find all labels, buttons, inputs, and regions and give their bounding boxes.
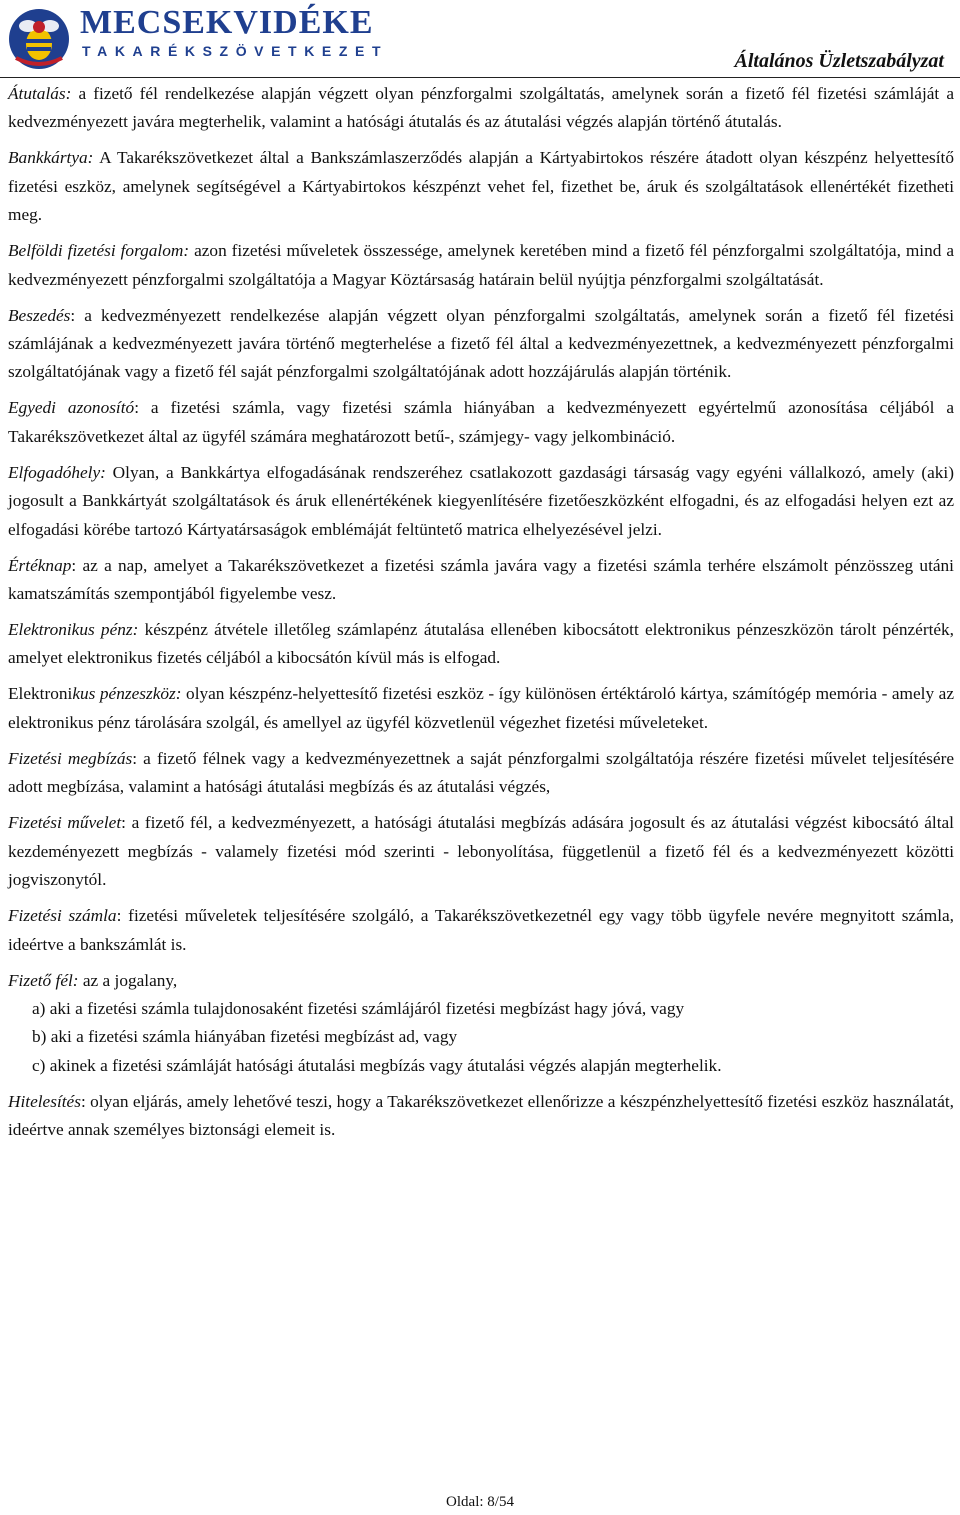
definition-paragraph	[8, 809, 954, 894]
definition-term: Átutalás:	[8, 84, 72, 103]
definition-text: olyan készpénz-helyettesítő fizetési eszköz - így különösen értéktároló kártya, számítógép memória - amely az elektronikus pénz tárolására szolgál, és amellyel az ügyfél közvetlenül végezhet fizetési műveleteket.	[8, 684, 954, 732]
definition-term: kus pénzeszköz:	[72, 684, 182, 704]
definition-term: Belföldi fizetési forgalom:	[8, 241, 190, 261]
definition-text: azon fizetési műveletek összessége, amelynek keretében mind a fizető fél pénzforgalmi szolgáltatója, mind a kedvezményezett pénzforgalmi szolgáltatója a Magyar Köztársaság határain belül nyújtja pénzforgalmi szolgáltatását.	[8, 241, 954, 289]
page-header	[0, 0, 960, 80]
definition-paragraph	[8, 680, 954, 737]
definition-text: : a kedvezményezett rendelkezése alapján végzett olyan pénzforgalmi szolgáltatás, amelynek során a fizető fél fizetési számlájának a kedvezményezett javára történő megterhelése a fizető fél által a kedvezményezettnek, a kedvezményezett pénzforgalmi szolgáltatójának vagy a fizető fél saját pénzforgalmi szolgáltatójának adott hozzájárulás alapján történik.	[8, 305, 954, 382]
definition-paragraph	[8, 552, 954, 609]
definition-paragraph	[8, 902, 954, 959]
definition-term: Hitelesítés	[8, 1091, 81, 1111]
list-item: a) aki a fizetési számla tulajdonosaként fizetési számlájáról fizetési megbízást hagy jóvá, vagy	[32, 998, 685, 1018]
definition-text: : a fizetési számla, vagy fizetési számla hiányában a kedvezményezett egyértelmű azonosítása céljából a Takarékszövetkezet által az ügyfél számára meghatározott betű-, számjegy- vagy jelkombináció.	[8, 398, 954, 446]
definition-text: : a fizető fél, a kedvezményezett, a hatósági átutalási megbízás adására jogosult és az átutalási végzést kibocsátó által kezdeményezett megbízás - valamely fizetési mód szerinti - lebonyolítása, függetlenül a fizető fél és a kedvezményezett közötti jogviszonytól.	[8, 813, 954, 890]
definition-paragraph	[8, 967, 954, 995]
page-number: Oldal: 8/54	[446, 1494, 514, 1510]
definition-paragraph	[8, 394, 954, 451]
definition-text: az a jogalany,	[78, 970, 178, 990]
definition-term: Egyedi azonosító	[8, 398, 135, 418]
definition-paragraph	[8, 80, 954, 137]
definition-term: Elektronikus pénz:	[8, 620, 139, 640]
definition-paragraph	[8, 1088, 954, 1145]
document-body	[8, 80, 954, 1152]
definition-paragraph	[8, 302, 954, 387]
brand-name: MECSEKVIDÉKE	[80, 4, 374, 41]
definition-term: Fizetési számla	[8, 906, 117, 926]
definition-term: Beszedés	[8, 305, 71, 325]
definition-term: Elfogadóhely:	[8, 462, 106, 482]
definition-term: Fizetési megbízás	[8, 748, 133, 768]
definition-text: : az a nap, amelyet a Takarékszövetkezet a fizetési számla javára vagy a fizetési számla terhére elszámolt pénzösszeg utáni kamatszámítás szempontjából figyelembe vesz.	[8, 555, 954, 604]
brand-subtitle: TAKARÉKSZÖVETKEZET	[82, 43, 389, 59]
definition-term-prefix: Elektroni	[8, 684, 73, 704]
list-item: c) akinek a fizetési számláját hatósági átutalási megbízás vagy átutalási végzés alapján megterhelik.	[32, 1055, 722, 1075]
definition-text: : fizetési műveletek teljesítésére szolgáló, a Takarékszövetkezetnél egy vagy több ügyfele nevére megnyitott számla, ideértve a bankszámlát is.	[8, 906, 954, 954]
definition-paragraph	[8, 237, 954, 294]
definition-paragraph	[8, 144, 954, 229]
definition-text: Olyan, a Bankkártya elfogadásának rendszeréhez csatlakozott gazdasági társaság vagy egyéni vállalkozó, amely (aki) jogosult a Bankkártyát szolgáltatások és áruk ellenértékének kiegyenlítésére fizetőeszközként elfogadni, és az elfogadási helyen ezt az elfogadási körébe tartozó Kártyatársaságok emblémáját feltüntető matrica elhelyezésével jelzi.	[8, 462, 954, 539]
definition-term: Fizetési művelet	[8, 813, 122, 833]
definition-text: A Takarékszövetkezet által a Bankszámlaszerződés alapján a Kártyabirtokos részére átadott olyan készpénz helyettesítő fizetési eszköz, amelynek segítségével a Kártyabirtokos készpénzt vehet fel, fizethet be, áruk és szolgáltatások ellenértékét fizetheti meg.	[8, 148, 954, 225]
list-item: b) aki a fizetési számla hiányában fizetési megbízást ad, vagy	[32, 1027, 458, 1047]
definition-paragraph	[8, 616, 954, 673]
bee-logo-icon	[8, 6, 70, 72]
document-title: Általános Üzletszabályzat	[734, 50, 944, 72]
definition-text: : a fizető félnek vagy a kedvezményezettnek a saját pénzforgalmi szolgáltatója részére fizetési művelet teljesítésére adott megbízása, valamint a hatósági átutalási megbízás és az átutalási végzés,	[8, 748, 954, 797]
header-divider	[0, 77, 960, 78]
definition-paragraph	[8, 745, 954, 802]
payer-list	[8, 995, 954, 1080]
definition-term: Értéknap	[8, 555, 72, 575]
definition-text: : olyan eljárás, amely lehetővé teszi, hogy a Takarékszövetkezet ellenőrizze a készpénzhelyettesítő fizetési eszköz használatát, ideértve annak személyes biztonsági elemeit is.	[8, 1091, 954, 1140]
definition-term: Fizető fél:	[8, 970, 79, 990]
definition-paragraph	[8, 459, 954, 544]
definition-term: Bankkártya:	[8, 148, 94, 168]
definition-text: készpénz átvétele illetőleg számlapénz átutalása ellenében kibocsátott elektronikus pénzeszközön tárolt pénzérték, amelyet elektronikus fizetés céljából a kibocsátón kívül más is elfogad.	[8, 620, 955, 668]
definition-text: a fizető fél rendelkezése alapján végzett olyan pénzforgalmi szolgáltatás, amelynek során a fizető fél fizetési számláját a kedvezményezett javára megterhelik, valamint a hatósági átutalás és az átutalási végzés alapján történő átutalás.	[8, 84, 954, 132]
